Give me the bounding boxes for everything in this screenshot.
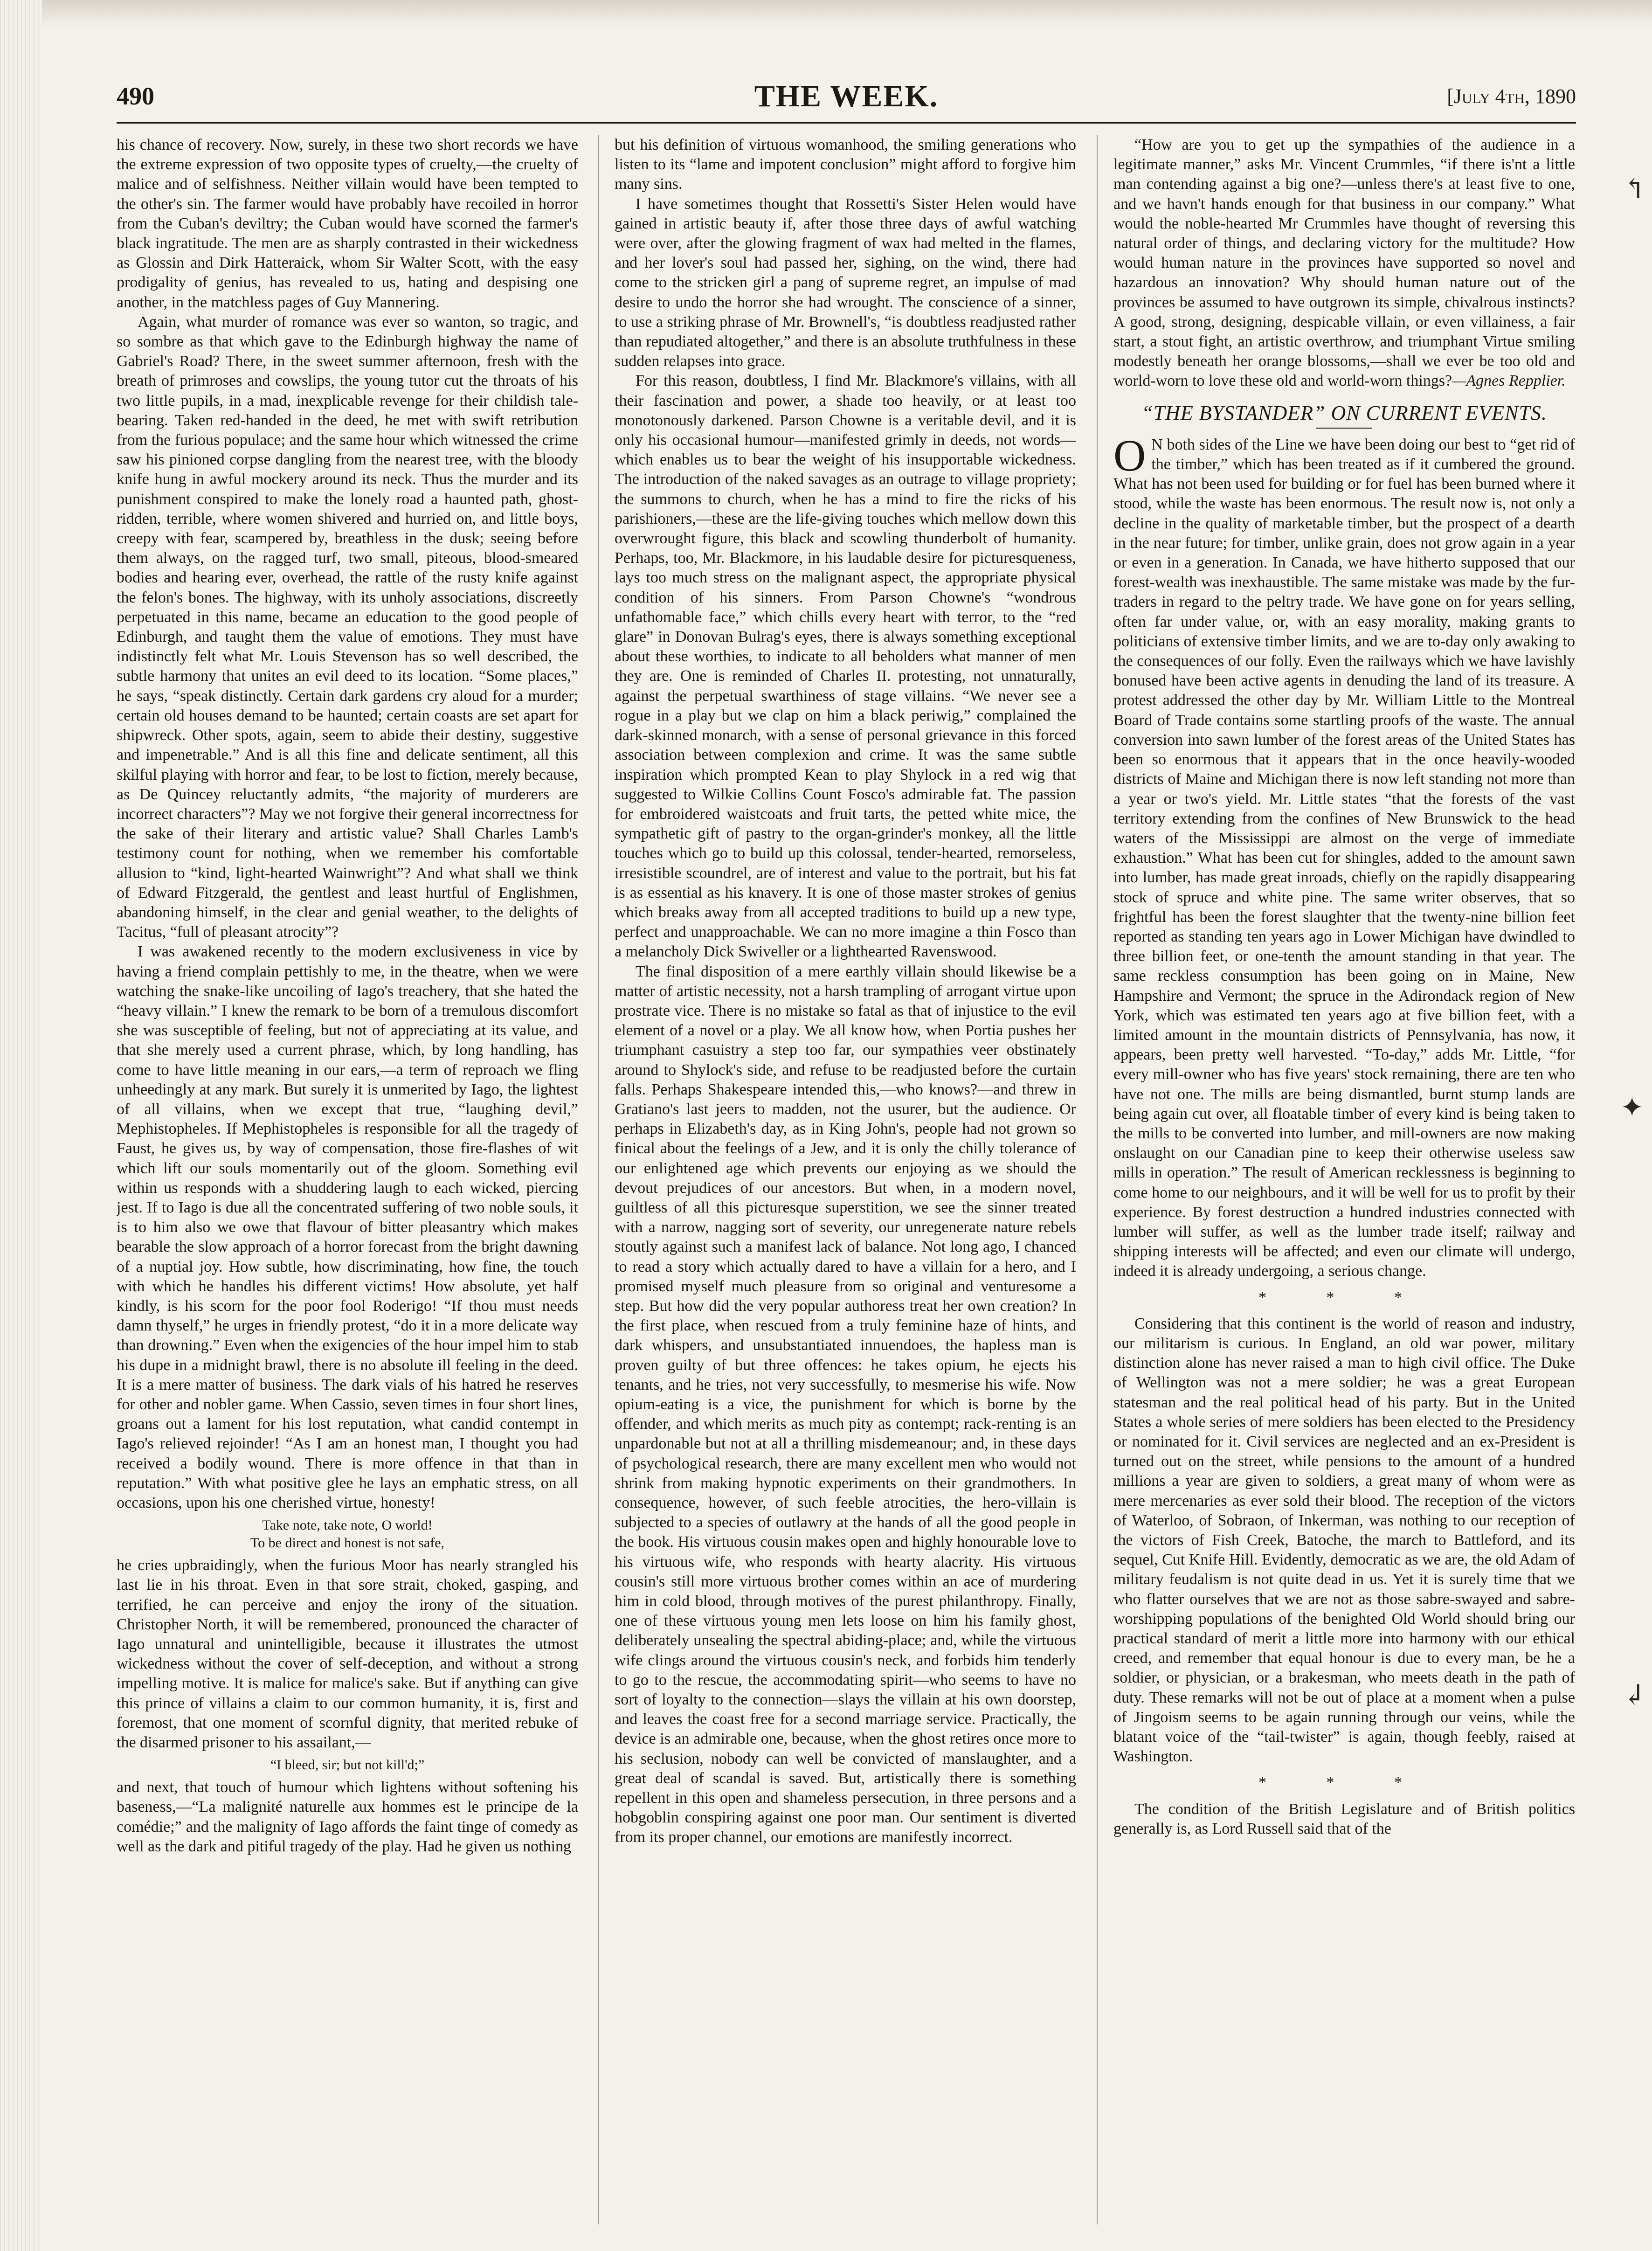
page-header: [117, 79, 1576, 119]
paragraph: The condition of the British Legislature and of British politics generally is, as Lord Russell said that of the: [1113, 1800, 1575, 1837]
section-break-stars: * * *: [1258, 1774, 1430, 1792]
page-top-scan-edge: [42, 0, 1652, 28]
verse-line: “I bleed, sir; but not kill'd;”: [270, 1757, 425, 1773]
verse-quote: [117, 1517, 578, 1552]
paragraph-text: “How are you to get up the sympathies of the audience in a legitimate manner,” asks Mr. Vincent Crummles, “if there is'nt a little man contending against a big one?—unless there's at least five to one, and we havn't hands enough for that business in our company.” What would the noble-hearted Mr Crummles have thought of reversing this natural order of things, and declaring victory for the multitude? How would human nature in the provinces have supported so novel and hazardous an innovation? Why should human nature out of the provinces be assumed to have outgrown its simple, chivalrous instincts? A good, strong, designing, despicable villain, or even villainess, a fair start, a stout fight, an artistic overthrow, and triumphant Virtue smiling modestly beneath her orange blossoms,—shall we ever be too old and world-worn to love these old and world-worn things?: [1113, 136, 1575, 390]
page-number: 490: [117, 82, 154, 110]
heading-rule: [1316, 428, 1372, 429]
verse-line: To be direct and honest is not safe,: [250, 1535, 445, 1551]
column-1: [117, 135, 578, 2234]
paragraph: I was awakened recently to the modern exclusiveness in vice by having a friend complain pettishly to me, in the theatre, when we were watching the snake-like uncoiling of Iago's treachery, that she hated the “heavy villain.” I knew the remark to be born of a tremulous discomfort she was susceptible of feeling, but not of appreciating at its value, and that she merely used a current phrase, which, by long handling, has come to have little meaning in our ears,—a term of reproach we fling unheedingly at any mark. But surely it is unmerited by Iago, the lightest of all villains, when we except that true, “laughing devil,” Mephistopheles. If Mephistopheles is responsible for all the tragedy of Faust, he gives us, by way of compensation, those fire-flashes of wit which lift our souls momentarily out of the gloom. Something evil within us responds with a shuddering laugh to each wicked, piercing jest. If to Iago is due all the concentrated suffering of two noble souls, it is to him also we owe that flavour of bitter pleasantry which makes bearable the slow approach of a horror forecast from the bright dawning of a nuptial joy. How subtle, how discriminating, how fine, the touch with which he handles his different victims! How absolute, yet half kindly, is his scorn for the poor fool Roderigo! “If thou must needs damn thyself,” he urges in friendly protest, “do it in a more delicate way than drowning.” Even when the exigencies of the hour impel him to stab his dupe in a midnight brawl, there is no absolute ill feeling in the deed. It is a mere matter of business. The dark vials of his hatred he reserves for other and nobler game. When Cassio, seven times in four short lines, groans out a lament for his lost reputation, what candid contempt in Iago's relieved rejoinder! “As I am an honest man, I thought you had received a bodily wound. There is more offence in that than in reputation.” With what positive glee he lays an emphatic stress, on all occasions, upon his one cherished virtue, honesty!: [117, 943, 578, 1512]
column-divider: [1097, 135, 1098, 2224]
paragraph: For this reason, doubtless, I find Mr. Blackmore's villains, with all their fascination and power, a shade too heavily, or at least too monotonously darkened. Parson Chowne is a veritable devil, and it is only his occasional humour—manifested grimly in deeds, not words—which enables us to bear the weight of his insupportable wickedness. The introduction of the naked savages as an outrage to village propriety; the summons to church, when he has a mind to fire the ricks of his parishioners,—these are the life-giving touches which mellow down this overwrought figure, this black and scowling thunderbolt of humanity. Perhaps, too, Mr. Blackmore, in his laudable desire for picturesqueness, lays too much stress on the malignant aspect, the appropriate physical condition of his sinners. From Parson Chowne's “wondrous unfathomable face,” which chills every heart with terror, to the “red glare” in Donovan Bulrag's eyes, there is always something exceptional about these worthies, to indicate to all beholders what manner of men they are. One is reminded of Charles II. protesting, not unnaturally, against the perpetual swarthiness of stage villains. “We never see a rogue in a play but we clap on him a black periwig,” complained the dark-skinned monarch, with a sense of personal grievance in this forced association between complexion and crime. It was the same subtle inspiration which prompted Kean to play Shylock in a red wig that suggested to Wilkie Collins Count Fosco's admirable fat. The passion for embroidered waistcoats and fruit tarts, the petted white mice, the sympathetic gift of pastry to the organ-grinder's monkey, all the little touches which go to build up this colossal, tender-hearted, remorseless, irresistible scoundrel, are of interest and value to the portrait, but his fat is as essential as his knavery. It is one of those master strokes of genius which breaks away from all accepted traditions to build up a new type, perfect and unapproachable. We can no more imagine a thin Fosco than a melancholy Dick Swiveller or a lighthearted Ravenswood.: [615, 372, 1076, 961]
margin-mark-icon: ↰: [1623, 173, 1646, 204]
publication-title: THE WEEK.: [754, 79, 939, 113]
page-gutter-scan-edge: [0, 0, 42, 2251]
paragraph: The final disposition of a mere earthly villain should likewise be a matter of artistic necessity, not a harsh trampling of arrogant virtue upon prostrate vice. There is no mistake so fatal as that of injustice to the evil element of a novel or a play. We all know how, when Portia pushes her triumphant casuistry a step too far, our sympathies veer obstinately around to Shylock's side, and refuse to be readjusted before the curtain falls. Perhaps Shakespeare intended this,—who knows?—and threw in Gratiano's last jeers to madden, not the usurer, but the audience. Or perhaps in Elizabeth's day, as in King John's, people had not grown so finical about the feelings of a Jew, and it is only the chilly tolerance of our enlightened age which prevents our enjoying as we should the devout prejudices of our ancestors. But when, in a modern novel, guiltless of all this picturesque superstition, we see the sinner treated with a narrow, nagging sort of severity, our unregenerate nature rebels stoutly against such a manifest lack of balance. Not long ago, I chanced to read a story which actually dared to have a villain for a hero, and I promised myself much pleasure from so original and venturesome a step. But how did the very popular authoress treat her own creation? In the first place, when rescued from a truly feminine haze of hints, and dark whispers, and unsubstantiated innuendoes, the hapless man is proven guilty of but three offences: he takes opium, he ejects his tenants, and he tries, not very successfully, to mesmerise his wife. Now opium-eating is a vice, the punishment for which is borne by the offender, and which merits as much pity as contempt; rack-renting is an unpardonable but not at all a thrilling misdemeanour; and, in these days of psychological research, there are many excellent men who would not shrink from making hypnotic experiments on their grandmothers. In consequence, however, of such feeble atrocities, the hero-villain is subjected to a species of outlawry at the hands of all the good people in the book. His virtuous cousin makes open and highly honourable love to his virtuous wife, who responds with hearty alacrity. His virtuous cousin's still more virtuous brother comes within an ace of murdering him in cold blood, through motives of the purest philanthropy. Finally, one of these virtuous young men lets loose on him his family ghost, deliberately unsealing the spectral abiding-place; and, while the virtuous wife clings around the virtuous cousin's neck, and forbids him tenderly to go to the rescue, the accommodating spirit—who seems to have no sort of loyalty to the connection—slays the villain at his own doorstep, and leaves the coast free for a second marriage service. Practically, the device is an admirable one, because, when the ghost retires once more to his seclusion, nobody can well be convicted of manslaughter, and a great deal of scandal is saved. But, artistically there is something repellent in this open and shameless persecution, in three persons and a hobgoblin conspiring against one poor man. Our sentiment is diverted from its proper channel, our emotions are manifestly incorrect.: [615, 963, 1076, 1846]
paragraph: [1113, 430, 1575, 1281]
verse-quote: [117, 1756, 578, 1774]
paragraph: Considering that this continent is the world of reason and industry, our militarism is curious. In England, an old war power, military distinction alone has never raised a man to high civil office. The Duke of Wellington was not a mere soldier; he was a great European statesman and the real political head of his party. But in the United States a whole series of mere soldiers has been elected to the Presidency or nominated for it. Civil services are neglected and an ex-President is turned out on the street, while pensions to the amount of a hundred millions a year are given to soldiers, a great many of whom were as mere mercenaries as ever sold their blood. The reception of the victors of Waterloo, of Sobraon, of Inkerman, was nothing to our reception of the victors of Fish Creek, Batoche, the march to Battleford, and its sequel, Cut Knife Hill. Evidently, democratic as we are, the old Adam of military feudalism is not quite dead in us. Yet it is surely time that we who flatter ourselves that we are not as those sabre-swayed and sabre-worshipping populations of the benighted Old World should bring our practical standard of merit a little more into harmony with our ethical creed, and remember that equal honour is due to every man, be he a soldier, or physician, or a brakesman, who meets death in the path of duty. These remarks will not be out of place at a moment when a pulse of Jingoism seems to be again running through our veins, while the blatant voice of the “tail-twister” is again, though feebly, raised at Washington.: [1113, 1315, 1575, 1766]
author-signature: —Agnes Repplier.: [1452, 372, 1566, 390]
verse-line: Take note, take note, O world!: [262, 1517, 433, 1533]
section-break-stars: * * *: [1258, 1288, 1430, 1306]
paragraph-text: N both sides of the Line we have been doing our best to “get rid of the timber,” which has been treated as if it cumbered the ground. What has not been used for building or for fuel has been burned where it stood, while the waste has been enormous. The result now is, not only a decline in the quality of marketable timber, but the prospect of a dearth in the near future; for timber, unlike grain, does not grow again in a year or even in a generation. In Canada, we have hitherto supposed that our forest-wealth was inexhaustible. The same mistake was made by the fur-traders in regard to the peltry trade. We have gone on for years selling, often far under value, or, with an easy morality, making grants to politicians of extensive timber limits, and we are to-day only awaking to the consequences of our folly. Even the railways which we have lavishly bonused have been active agents in denuding the land of its treasure. A protest addressed the other day by Mr. William Little to the Montreal Board of Trade contains some startling proofs of the waste. The annual conversion into sawn lumber of the forest areas of the United States has been so enormous that it appears that in the once heavily-wooded districts of Maine and Michigan there is now left standing not more than a year or two's yield. Mr. Little states “that the forests of the vast territory extending from the confines of New Brunswick to the head waters of the Mississippi are almost on the verge of immediate exhaustion.” What has been cut for shingles, added to the amount sawn into lumber, has made great inroads, chiefly on the rapidly disappearing stock of spruce and white pine. The same writer observes, that so frightful has been the forest slaughter that the twenty-nine billion feet reported as standing ten years ago in Lower Michigan have dwindled to three billion feet, or one-tenth the amount standing in that year. The same reckless consumption has been going on in Maine, New Hampshire and Vermont; the spruce in the Adirondack region of New York, which was estimated ten years ago at five billion feet, with a limited amount in the mountain districts of Pennsylvania, has now, it appears, been pretty well harvested. “To-day,” adds Mr. Little, “for every mill-owner who has five years' stock remaining, there are ten who have not one. The mills are being dismantled, burnt stump lands are being again cut over, all floatable timber of every kind is being taken to the mills to be converted into lumber, and mill-owners are now making onslaught on our Canadian pine to keep their otherwise useless saw mills in operation.” The result of American recklessness is beginning to come home to our neighbours, and it will be well for us to profit by their experience. By forest destruction a hundred industries connected with lumber will suffer, as well as the lumber trade itself; railway and shipping interests will be affected; and even our climate will undergo, indeed it is already undergoing, a serious change.: [1113, 436, 1575, 1280]
header-rule: [117, 122, 1576, 124]
section-heading: “THE BYSTANDER” ON CURRENT EVENTS.: [1141, 401, 1547, 424]
drop-cap: O: [1113, 430, 1146, 480]
issue-date: [July 4th, 1890: [1447, 85, 1576, 108]
paragraph: he cries upbraidingly, when the furious Moor has nearly strangled his last lie in his throat. Even in that sore strait, choked, gasping, and terrified, he can perceive and enjoy the irony of the situation. Christopher North, it will be remembered, pronounced the character of Iago unnatural and unintelligible, because it illustrates the utmost wickedness without the cover of self-deception, and without a strong impelling motive. It is malice for malice's sake. But if anything can give this prince of villains a claim to our common humanity, it is, first and foremost, that one moment of scornful dignity, that merited rebuke of the disarmed prisoner to his assailant,—: [117, 1557, 578, 1752]
paragraph: Again, what murder of romance was ever so wanton, so tragic, and so sombre as that which gave to the Edinburgh highway the name of Gabriel's Road? There, in the sweet summer afternoon, fresh with the breath of primroses and cowslips, the young tutor cut the throats of his two little pupils, in a mad, inexplicable revenge for their childish tale-bearing. Taken red-handed in the deed, he met with swift retribution from the furious populace; and the same hour which witnessed the crime saw his pinioned corpse dangling from the nearest tree, with the bloody knife hung in awful mockery around its neck. Thus the murder and its punishment conspired to make the lonely road a haunted path, ghost-ridden, terrible, where women shivered and hurried on, and little boys, creepy with fear, scampered by, breathless in the dusk; seeing before them always, on the ragged turf, two small, piteous, blood-smeared bodies and hearing ever, overhead, the rattle of the rusty knife against the felon's bones. The highway, with its unholy associations, discreetly perpetuated in this name, became an education to the good people of Edinburgh, and taught them the value of emotions. They must have indistinctly felt what Mr. Louis Stevenson has so well described, the subtle harmony that unites an evil deed to its location. “Some places,” he says, “speak distinctly. Certain dark gardens cry aloud for a murder; certain old houses demand to be haunted; certain coasts are set apart for shipwreck. Other spots, again, seem to abide their destiny, suggestive and impenetrable.” And is all this fine and delicate sentiment, all this skilful playing with horror and fear, to be lost to fiction, merely because, as De Quincey reluctantly admits, “the majority of murderers are incorrect characters”? May we not forgive their general incorrectness for the sake of their literary and artistic value? Shall Charles Lamb's testimony count for nothing, when we remember his comfortable allusion to “kind, light-hearted Wainwright”? And what shall we think of Edward Fitzgerald, the gentlest and least hurtful of Englishmen, abandoning himself, in the clear and genial weather, to the delights of Tacitus, “full of pleasant atrocity”?: [117, 313, 578, 941]
column-divider: [598, 135, 599, 2224]
column-3: [1113, 135, 1575, 2234]
paragraph: and next, that touch of humour which lightens without softening his baseness,—“La malignité naturelle aux hommes est le principe de la comédie;” and the malignity of Iago affords the faint tinge of comedy as well as the dark and pitiful tragedy of the play. Had he given us nothing: [117, 1779, 578, 1855]
margin-mark-icon: ↲: [1623, 1680, 1646, 1711]
paragraph: I have sometimes thought that Rossetti's Sister Helen would have gained in artistic beauty if, after those three days of awful watching were over, after the glowing fragment of wax had melted in the flames, and her lover's soul had passed her, sighing, on the wind, there had come to the stricken girl a pang of supreme regret, an impulse of mad desire to undo the horror she had wrought. The conscience of a sinner, to use a striking phrase of Mr. Brownell's, “is doubtless readjusted rather than repudiated altogether,” and there is an absolute truthfulness in these sudden relapses into grace.: [615, 195, 1076, 370]
paragraph: [1113, 135, 1575, 391]
paragraph: his chance of recovery. Now, surely, in these two short records we have the extreme expression of two opposite types of cruelty,—the cruelty of malice and of selfishness. Neither villain would have been tempted to the other's sin. The farmer would have probably have recoiled in horror from the Cuban's deviltry; the Cuban would have scorned the farmer's black ingratitude. The men are as sharply contrasted in their wickedness as Glossin and Dirk Hatteraick, whom Sir Walter Scott, with the easy prodigality of genius, has revealed to us, hating and despising one another, in the matchless pages of Guy Mannering.: [117, 136, 578, 311]
paragraph: but his definition of virtuous womanhood, the smiling generations who listen to its “lame and impotent conclusion” might afford to forgive him many sins.: [615, 136, 1076, 193]
margin-mark-icon: ✦: [1620, 1092, 1644, 1123]
column-2: [615, 135, 1076, 2234]
